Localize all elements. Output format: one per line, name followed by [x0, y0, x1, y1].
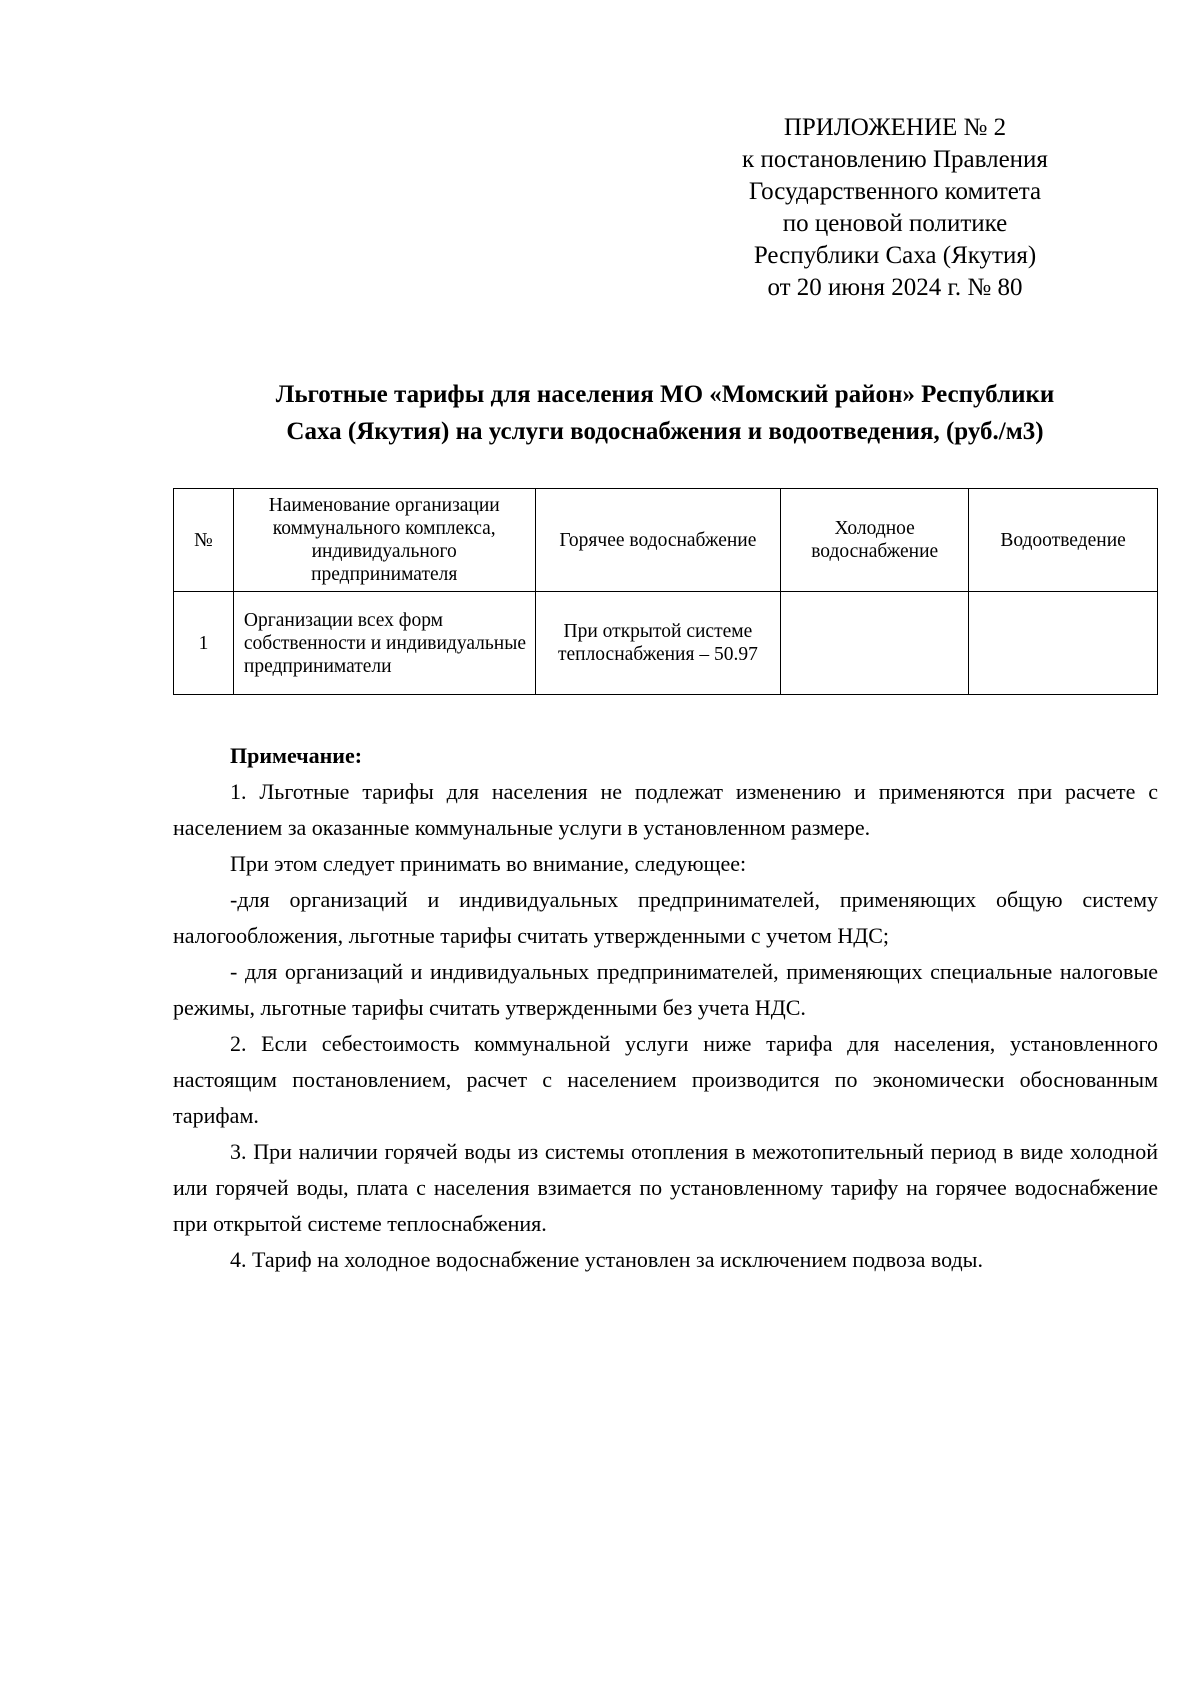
table-header-row: [174, 489, 1158, 592]
header-cold-water: Холодное водоснабжение: [781, 489, 969, 592]
note-paragraph: - для организаций и индивидуальных предпринимателей, применяющих специальные налоговые режимы, льготные тарифы считать утвержденными без учета НДС.: [173, 959, 1158, 1020]
appendix-number: ПРИЛОЖЕНИЕ № 2: [783, 114, 1007, 141]
header-hot-water: Горячее водоснабжение: [535, 489, 781, 592]
appendix-header: [700, 112, 1090, 304]
tariff-table: [173, 488, 1158, 695]
cell-cold-water: [781, 592, 969, 695]
note-paragraph: 2. Если себестоимость коммунальной услуги ниже тарифа для населения, установленного настоящим постановлением, расчет с населением производится по экономически обоснованным тарифам.: [173, 1031, 1158, 1128]
cell-drainage: [969, 592, 1158, 695]
notes-title: Примечание:: [230, 743, 363, 768]
appendix-line: к постановлению Правления: [742, 146, 1048, 173]
appendix-line: Республики Саха (Якутия): [753, 242, 1037, 269]
note-paragraph: 4. Тариф на холодное водоснабжение установлен за исключением подвоза воды.: [230, 1247, 983, 1272]
appendix-line: по ценовой политике: [782, 210, 1008, 237]
table-row: [174, 592, 1158, 695]
cell-num: 1: [174, 592, 234, 695]
notes-section: [173, 738, 1158, 1278]
header-org: Наименование организации коммунального комплекса, индивидуального предпринимателя: [233, 489, 535, 592]
header-num: №: [174, 489, 234, 592]
note-paragraph: 1. Льготные тарифы для населения не подлежат изменению и применяются при расчете с населением за оказанные коммунальные услуги в установленном размере.: [173, 779, 1158, 840]
cell-hot-water: При открытой системе теплоснабжения – 50.97: [535, 592, 781, 695]
appendix-date: от 20 июня 2024 г. № 80: [767, 274, 1023, 301]
note-paragraph: При этом следует принимать во внимание, следующее:: [230, 851, 747, 876]
header-drainage: Водоотведение: [969, 489, 1158, 592]
document-title: [170, 376, 1160, 450]
note-paragraph: 3. При наличии горячей воды из системы отопления в межотопительный период в виде холодной или горячей воды, плата с населения взимается по установленному тарифу на горячее водоснабжение при открытой системе теплоснабжения.: [173, 1139, 1158, 1236]
title-line: Льготные тарифы для населения МО «Момский район» Республики: [275, 381, 1055, 408]
cell-org: Организации всех форм собственности и индивидуальные предприниматели: [233, 592, 535, 695]
appendix-line: Государственного комитета: [748, 178, 1042, 205]
note-paragraph: -для организаций и индивидуальных предпринимателей, применяющих общую систему налогообложения, льготные тарифы считать утвержденными с учетом НДС;: [173, 887, 1158, 948]
title-line: Саха (Якутия) на услуги водоснабжения и водоотведения, (руб./м3): [286, 418, 1044, 445]
